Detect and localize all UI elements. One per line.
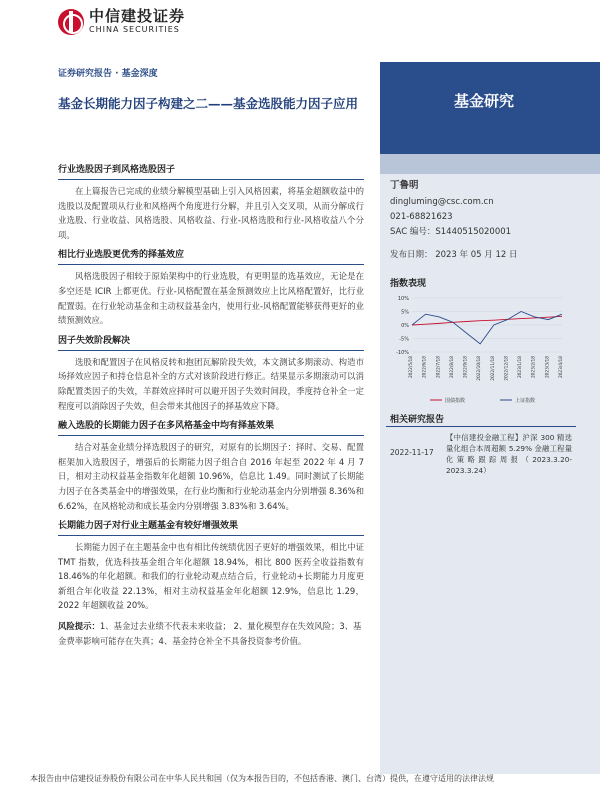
main-content: [58, 160, 364, 648]
x-tick-label: 2022/5/18: [409, 356, 414, 379]
x-tick-label: 2022/11/18: [490, 356, 496, 381]
index-performance-chart: [390, 292, 570, 410]
banner-label: 基金研究: [454, 92, 515, 110]
section-2: [58, 245, 364, 327]
section-3: [58, 331, 364, 413]
section-title: 行业选股因子到风格选股因子: [58, 160, 364, 180]
x-tick-label: 2023/1/18: [518, 356, 524, 379]
legend-label: 国债指数: [445, 398, 466, 404]
x-tick-label: 2023/3/18: [545, 356, 551, 379]
y-tick-label: 5%: [401, 309, 409, 316]
x-tick-label: 2022/9/18: [463, 356, 469, 379]
related-reports-title: 相关研究报告: [390, 415, 445, 425]
related-report-text[interactable]: 【中信建投金融工程】沪深 300 精选量化组合本周超额 5.29% 金融工程量化策略跟踪周报（2023.3.20-2023.3.24）: [446, 433, 572, 475]
author-info: [390, 178, 517, 263]
author-sac: SAC 编号：S1440515020001: [390, 227, 512, 237]
report-title: 基金长期能力因子构建之二——基金选股能力因子应用: [58, 96, 359, 111]
y-tick-label: 10%: [397, 296, 409, 302]
x-tick-label: 2022/8/18: [449, 356, 455, 379]
series-line-sse-index: [412, 312, 562, 344]
section-title: 长期能力因子对行业主题基金有较好增强效果: [58, 516, 364, 536]
x-tick-label: 2023/4/18: [559, 356, 564, 379]
section-title: 相比行业选股更优秀的择基效应: [58, 245, 364, 265]
company-logo: [58, 8, 185, 35]
x-tick-label: 2022/6/18: [422, 356, 428, 379]
y-tick-label: -10%: [396, 350, 409, 356]
risk-label: 风险提示：: [58, 621, 100, 632]
publish-date: 发布日期： 2023 年 05 月 12 日: [390, 250, 518, 260]
section-paragraph: 结合对基金业绩分择选股因子的研究，对原有的长期因子：择时、交易、配置框架加入选股因子，增强后的长期能力因子组合自 2016 年起至 2022 年 4 月 7 日，相对主动权益基金指数年化超额 10.96%，信息比 1.49。同时测试了长期能力因子在各类基金中的增强效果，在行业均衡和行业轮动基金内分别增强 8.36%和 6.62%，在风格轮动和成长基金内分别增强 3.83%和 3.64%。: [58, 442, 364, 511]
sidebar-strip: [380, 154, 600, 174]
risk-warning: [58, 619, 364, 648]
disclaimer-footer: 本报告由中信建投证券股份有限公司在中华人民共和国（仅为本报告目的，不包括香港、澳门、台湾）提供，在遵守适用的法律法规: [30, 774, 494, 783]
divider: [386, 426, 576, 427]
legend-label: 上证指数: [515, 398, 536, 404]
section-1: [58, 160, 364, 242]
logo-icon: [58, 9, 84, 35]
logo-chinese-name: 中信建投证券: [89, 7, 186, 25]
author-email[interactable]: dingluming@csc.com.cn: [390, 197, 494, 207]
related-report-date: 2022-11-17: [390, 448, 434, 457]
logo-english-name: CHINA SECURITIES: [89, 25, 180, 34]
section-paragraph: 在上篇报告已完成的业绩分解模型基础上引入风格因素，将基金超额收益中的选股以及配置项从行业和风格两个角度进行分解，并且引入交叉项，从而分解成行业选股、行业收益、风格选股、风格收益、行业-风格选股和行业-风格收益八个分项。: [58, 186, 364, 240]
author-name: 丁鲁明: [390, 180, 419, 191]
chart-title: 指数表现: [390, 279, 427, 289]
y-tick-label: 0%: [401, 323, 409, 329]
report-category: 证券研究报告 · 基金深度: [58, 69, 158, 79]
section-title: 融入选股的长期能力因子在多风格基金中均有择基效果: [58, 416, 364, 436]
risk-text: 1、基金过去业绩不代表未来收益； 2、量化模型存在失效风险；3、基金费率影响可能存在失真；4、基金持仓补全不具备投资参考价值。: [58, 621, 362, 646]
section-paragraph: 长期能力因子在主题基金中也有相比传统绩优因子更好的增强效果，相比中证 TMT 指数，优选科技基金组合年化超额 18.94%，相比 800 医药全收益指数有 18.46%的年化超额。和我们的行业轮动观点结合后，行业轮动+长期能力月度更新组合年化收益 22.13%，相对主动权益基金年化超额 12.9%，信息比 1.29，2022 年超额收益 20%。: [58, 542, 364, 611]
section-4: [58, 416, 364, 513]
section-paragraph: 选股和配置因子在风格反转和抱团瓦解阶段失效，本文测试多期滚动、构造市场择效应因子和持仓信息补全的方式对该阶段进行修正。结果显示多期滚动可以消除配置类因子的失效，羊群效应择时可以避开因子失效时间段，季度持仓补全一定程度可以消除因子失效，但会带来其他因子的择基效应下降。: [58, 356, 364, 411]
author-phone: 021-68821623: [390, 212, 453, 222]
x-tick-label: 2022/7/18: [436, 356, 442, 379]
section-title: 因子失效阶段解决: [58, 331, 364, 351]
x-tick-label: 2022/12/18: [504, 356, 510, 381]
y-tick-label: -5%: [399, 336, 409, 343]
section-banner: [380, 62, 600, 154]
section-5: [58, 516, 364, 613]
related-report-item[interactable]: [390, 432, 572, 476]
x-tick-label: 2023/2/18: [531, 356, 537, 379]
x-tick-label: 2022/10/18: [477, 356, 483, 381]
section-paragraph: 风格选股因子相较于原始架构中的行业选股，有更明显的选基效应，无论是在多空还是 ICIR 上都更优。行业-风格配置在基金预测效应上比风格配置好，比行业配置弱。在行业轮动基金和主动权益基金内，使用行业-风格配置能够获得更好的业绩预测效应。: [58, 271, 364, 326]
